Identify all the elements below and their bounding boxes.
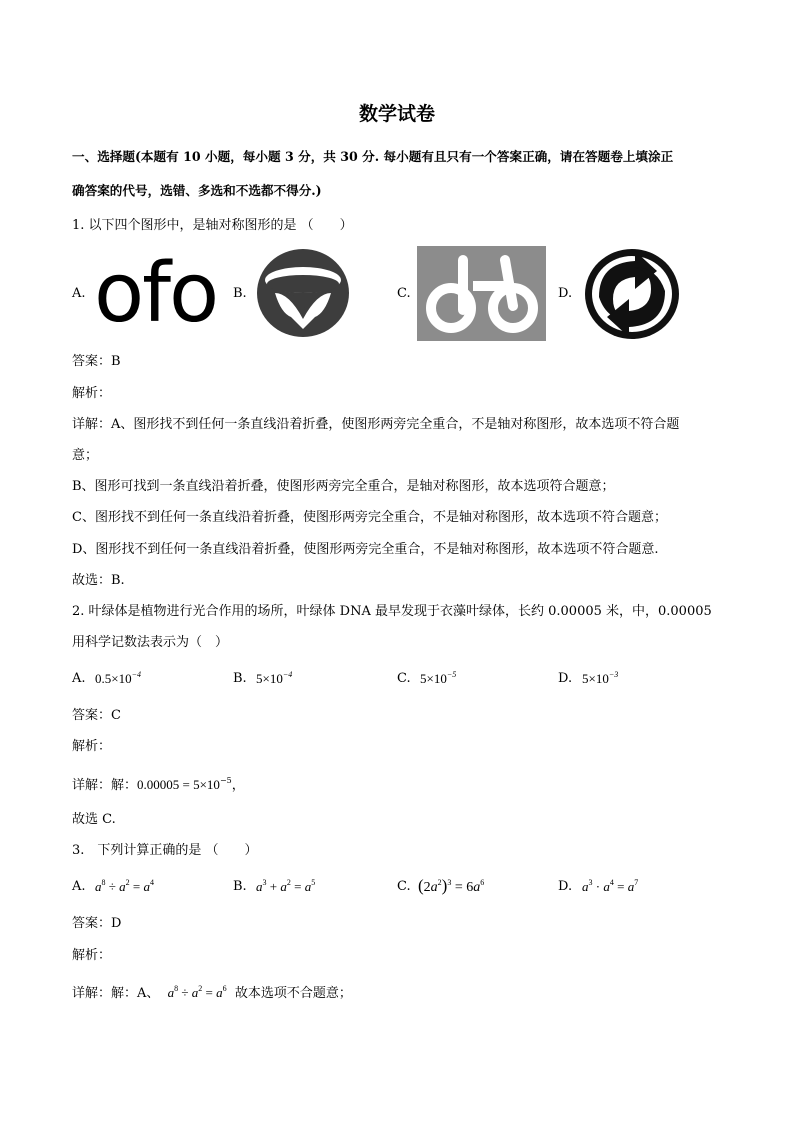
q3-answer: 答案：D [72, 916, 122, 931]
page-title: 数学试卷 [358, 103, 435, 125]
q1-stem: 1. 以下四个图形中，是轴对称图形的是 （ ） [72, 218, 353, 233]
bike-logo [417, 246, 546, 345]
q3-analysis: 解析： [72, 948, 112, 963]
q2-choice: 故选 C. [72, 812, 116, 827]
q3-option-b-label: B. [233, 879, 247, 894]
q2-option-c-value: $5\times 10^{-5}$ [420, 670, 457, 686]
q1-option-b-label: B. [233, 286, 247, 301]
q1-detail-1: 详解：A、图形找不到任何一条直线沿着折叠，使图形两旁完全重合，不是轴对称图形，故本选项不符合题 [72, 417, 680, 432]
q2-option-c-label: C. [397, 671, 411, 686]
green-circle-logo [255, 247, 351, 343]
q2-option-d-label: D. [558, 671, 573, 686]
q3-option-c-value: $(2a^2)^3 = 6a^6$ [418, 876, 485, 895]
q1-option-a-label: A. [72, 286, 86, 301]
q2-analysis: 解析： [72, 739, 112, 754]
q2-option-b-label: B. [233, 671, 247, 686]
section-heading-line1: 一、选择题(本题有 10 小题，每小题 3 分，共 30 分. 每小题有且只有一个答案正确，请在答题卷上填涂正 [72, 149, 674, 164]
q2-stem-2: 用科学记数法表示为（ ） [72, 635, 229, 650]
q1-detail-1b: 意； [72, 448, 99, 463]
q2-detail: 详解：解：$0.00005 = 5\times 10^{-5}$， [72, 776, 245, 793]
section-heading-line2: 确答案的代号，选错、多选和不选都不得分.) [72, 183, 322, 198]
ofo-logo-text: ofo [94, 246, 218, 341]
q2-answer: 答案：C [72, 708, 121, 723]
q3-option-d-label: D. [558, 879, 573, 894]
q1-answer: 答案：B [72, 354, 121, 369]
q1-detail-2: B、图形可找到一条直线沿着折叠，使图形两旁完全重合，是轴对称图形，故本选项符合题意； [72, 479, 615, 494]
ofo-logo [92, 246, 218, 341]
recycle-arrow-logo [583, 247, 681, 345]
q3-option-b-value: $a^3 + a^2 = a^5$ [256, 878, 316, 894]
q1-analysis: 解析： [72, 386, 112, 401]
q1-detail-3: C、图形找不到任何一条直线沿着折叠，使图形两旁完全重合，不是轴对称图形，故本选项不符合题意； [72, 510, 667, 525]
q1-option-c-label: C. [397, 286, 411, 301]
q2-option-b-value: $5\times 10^{-4}$ [256, 670, 293, 686]
q2-option-d-value: $5\times 10^{-3}$ [582, 670, 619, 686]
q1-option-d-label: D. [558, 286, 573, 301]
q3-option-d-value: $a^3 \cdot a^4 = a^7$ [582, 878, 639, 894]
q1-detail-4: D、图形找不到任何一条直线沿着折叠，使图形两旁完全重合，不是轴对称图形，故本选项不符合题意. [72, 542, 659, 557]
q2-stem-1: 2. 叶绿体是植物进行光合作用的场所，叶绿体 DNA 最早发现于衣藻叶绿体，长约 0.00005 米，中，0.00005 [72, 604, 712, 619]
q1-choice: 故选：B. [72, 573, 125, 588]
q3-option-c-label: C. [397, 879, 411, 894]
q2-option-a-value: $0.5\times 10^{-4}$ [95, 670, 141, 686]
q3-option-a-label: A. [72, 879, 86, 894]
q3-option-a-value: $a^8 \div a^2 = a^4$ [95, 878, 154, 894]
q3-stem: 3. 下列计算正确的是 （ ） [72, 843, 258, 858]
q3-detail: 详解：解：A、 $a^8 \div a^2 = a^6$ 故本选项不合题意； [72, 984, 352, 1001]
q2-option-a-label: A. [72, 671, 86, 686]
